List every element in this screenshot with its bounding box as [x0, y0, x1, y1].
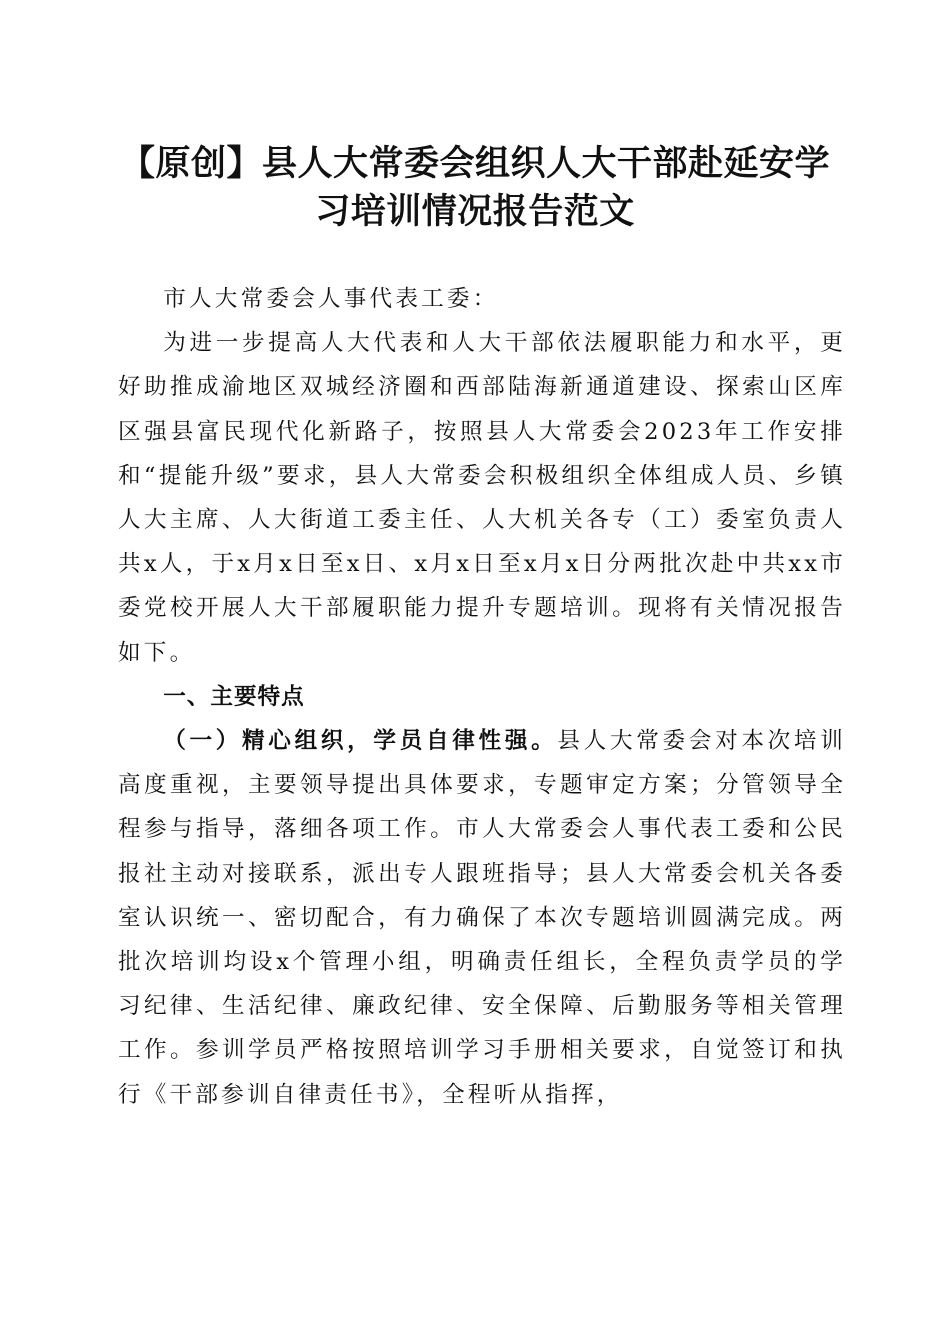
title-line-1: 【原创】县人大常委会组织人大干部赴延安学 [119, 144, 830, 184]
subsection-text: 县人大常委会对本次培训高度重视，主要领导提出具体要求，专题审定方案；分管领导全程参与指导，落细各项工作。市人大常委会人事代表工委和公民报社主动对接联系，派出专人跟班指导；县人大常委会机关各委室认识统一、密切配合，有力确保了本次专题培训圆满完成。两批次培训均设x个管理小组，明确责任组长，全程负责学员的学习纪律、生活纪律、廉政纪律、安全保障、后勤服务等相关管理工作。参训学员严格按照培训学习手册相关要求，自觉签订和执行《干部参训自律责任书》，全程听从指挥， [118, 728, 847, 1108]
document-title [110, 140, 840, 236]
subsection-heading: （一）精心组织，学员自律性强。 [163, 728, 558, 755]
intro-paragraph: 为进一步提高人大代表和人大干部依法履职能力和水平，更好助推成渝地区双城经济圈和西部陆海新通道建设、探索山区库区强县富民现代化新路子，按照县人大常委会2023年工作安排和“提能升级”要求，县人大常委会积极组织全体组成人员、乡镇人大主席、人大街道工委主任、人大机关各专（工）委室负责人共x人，于x月x日至x日、x月x日至x月x日分两批次赴中共xx市委党校开展人大干部履职能力提升专题培训。现将有关情况报告如下。 [118, 330, 846, 666]
salutation: 市人大常委会人事代表工委： [163, 286, 499, 312]
section-heading-main-features: 一、主要特点 [163, 683, 305, 710]
subsection-paragraph [118, 719, 846, 1117]
title-line-2: 习培训情况报告范文 [315, 192, 635, 232]
document-body [118, 277, 846, 1117]
